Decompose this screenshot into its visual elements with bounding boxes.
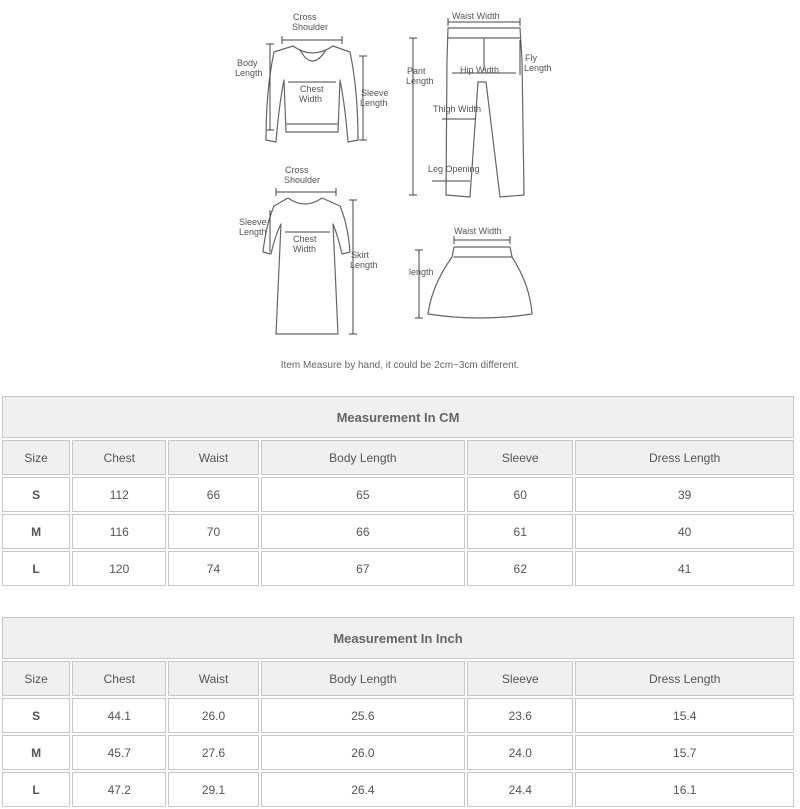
cell-dress-length: 41 [575, 551, 794, 586]
header-dress-length: Dress Length [575, 661, 794, 696]
dress-sketch [263, 198, 350, 334]
header-sleeve: Sleeve [467, 440, 573, 475]
table-row [2, 477, 794, 512]
cell-chest: 112 [72, 477, 166, 512]
dress-sleeve-label-1: Sleeve [239, 217, 267, 227]
cell-waist: 74 [168, 551, 258, 586]
cell-body-length: 25.6 [261, 698, 466, 733]
header-row [2, 440, 794, 475]
dress-chest-label-2: Width [293, 244, 317, 254]
cell-body-length: 26.0 [261, 735, 466, 770]
cell-size: L [2, 772, 70, 807]
cell-sleeve: 24.4 [467, 772, 573, 807]
cell-size: S [2, 698, 70, 733]
cell-sleeve: 62 [467, 551, 573, 586]
header-chest: Chest [72, 661, 166, 696]
pants-thigh-label: Thigh Width [433, 104, 482, 114]
measurement-table-cm [0, 394, 796, 588]
cell-body-length: 65 [261, 477, 466, 512]
cell-size: S [2, 477, 70, 512]
cell-chest: 45.7 [72, 735, 166, 770]
garment-sketches [0, 0, 800, 360]
cell-sleeve: 60 [467, 477, 573, 512]
top-chest-label-1: Chest [300, 84, 324, 94]
table-row [2, 514, 794, 549]
table-row [2, 735, 794, 770]
measurement-diagram [0, 0, 800, 380]
cell-body-length: 66 [261, 514, 466, 549]
measurement-table-inch [0, 615, 796, 809]
cell-chest: 47.2 [72, 772, 166, 807]
top-body-length-label-2: Length [235, 68, 263, 78]
table-row [2, 698, 794, 733]
header-dress-length: Dress Length [575, 440, 794, 475]
header-size: Size [2, 440, 70, 475]
cell-body-length: 67 [261, 551, 466, 586]
cell-size: M [2, 735, 70, 770]
top-sleeve-label-2: Length [360, 98, 388, 108]
cell-size: L [2, 551, 70, 586]
cell-sleeve: 23.6 [467, 698, 573, 733]
table-title: Measurement In CM [2, 396, 794, 438]
cell-dress-length: 39 [575, 477, 794, 512]
pants-fly-label-2: Length [524, 63, 552, 73]
header-waist: Waist [168, 661, 258, 696]
dress-skirt-label-1: Skirt [351, 250, 369, 260]
pants-fly-label-1: Fly [525, 53, 537, 63]
cell-dress-length: 15.4 [575, 698, 794, 733]
table-row [2, 772, 794, 807]
dress-cross-shoulder-label-2: Shoulder [284, 175, 321, 185]
pants-length-label-1: Pant [407, 66, 426, 76]
cell-chest: 116 [72, 514, 166, 549]
header-body-length: Body Length [261, 661, 466, 696]
cell-waist: 29.1 [168, 772, 258, 807]
header-body-length: Body Length [261, 440, 466, 475]
header-chest: Chest [72, 440, 166, 475]
pants-waist-label: Waist Width [452, 11, 500, 21]
cell-dress-length: 40 [575, 514, 794, 549]
cell-waist: 27.6 [168, 735, 258, 770]
cell-dress-length: 15.7 [575, 735, 794, 770]
table-title: Measurement In Inch [2, 617, 794, 659]
top-chest-label-2: Width [299, 94, 323, 104]
cell-dress-length: 16.1 [575, 772, 794, 807]
cell-sleeve: 61 [467, 514, 573, 549]
skirt-waist-label: Waist Width [454, 226, 502, 236]
top-cross-shoulder-label-2: Shoulder [292, 22, 329, 32]
top-body-length-label-1: Body [237, 58, 258, 68]
header-waist: Waist [168, 440, 258, 475]
table-row [2, 551, 794, 586]
header-size: Size [2, 661, 70, 696]
cell-chest: 44.1 [72, 698, 166, 733]
dress-sleeve-label-2: Length [239, 227, 267, 237]
header-sleeve: Sleeve [467, 661, 573, 696]
top-sleeve-label-1: Sleeve [361, 88, 389, 98]
pants-hip-label: Hip Width [460, 65, 500, 75]
cell-chest: 120 [72, 551, 166, 586]
cell-waist: 70 [168, 514, 258, 549]
dress-chest-label-1: Chest [293, 234, 317, 244]
cell-waist: 66 [168, 477, 258, 512]
cell-sleeve: 24.0 [467, 735, 573, 770]
measurement-note: Item Measure by hand, it could be 2cm~3cm different. [280, 360, 520, 371]
skirt-length-label: length [409, 267, 434, 277]
cell-size: M [2, 514, 70, 549]
cell-body-length: 26.4 [261, 772, 466, 807]
cell-waist: 26.0 [168, 698, 258, 733]
skirt-sketch [428, 247, 532, 318]
pants-length-label-2: Length [406, 76, 434, 86]
top-cross-shoulder-label-1: Cross [293, 12, 317, 22]
dress-cross-shoulder-label-1: Cross [285, 165, 309, 175]
pants-leg-opening-label: Leg Opening [428, 164, 480, 174]
dress-skirt-label-2: Length [350, 260, 378, 270]
header-row [2, 661, 794, 696]
